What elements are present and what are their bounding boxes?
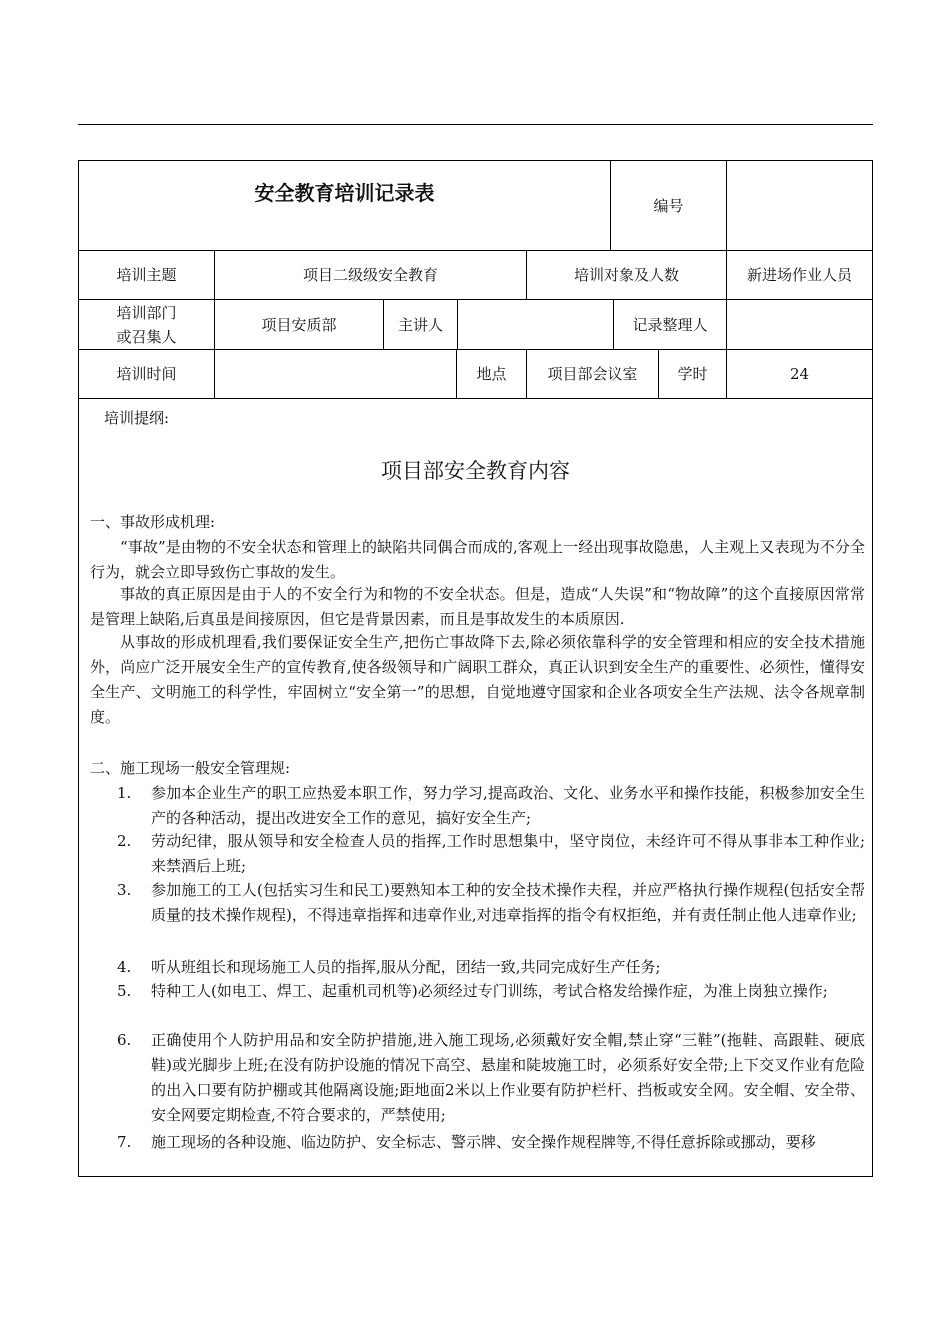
list-item-number: 1. (117, 784, 132, 802)
list-item-text: 参加本企业生产的职工应热爱本职工作，努力学习,提高政治、文化、业务水平和操作技能，积极参加安全生产的各种活动，提出改进安全工作的意见，搞好安全生产; (151, 784, 865, 827)
department-value[interactable]: 项目安质部 (215, 300, 384, 349)
section1-title: 一、事故形成机理: (90, 513, 216, 531)
speaker-value[interactable] (458, 300, 614, 349)
list-item-number: 3. (117, 881, 132, 899)
department-label-line2: 或召集人 (116, 327, 177, 346)
list-item-number: 6. (117, 1031, 132, 1049)
list-item (117, 979, 865, 1004)
list-item-text: 施工现场的各种设施、临边防护、安全标志、警示牌、安全操作规程牌等,不得任意拆除或挪动，要移 (151, 1133, 816, 1151)
department-label (79, 300, 215, 349)
number-label: 编号 (611, 161, 727, 250)
title-row (79, 161, 872, 251)
list-item-text: 听从班组长和现场施工人员的指挥,服从分配，团结一致,共同完成好生产任务; (151, 958, 661, 976)
audience-value[interactable]: 新进场作业人员 (746, 266, 852, 284)
list-item-number: 4. (117, 958, 132, 976)
recorder-label: 记录整理人 (614, 300, 727, 349)
form-title: 安全教育培训记录表 (79, 161, 611, 250)
list-item (117, 781, 865, 831)
hours-label: 学时 (659, 350, 727, 398)
time-row (79, 350, 872, 399)
time-value[interactable] (215, 350, 457, 398)
outline-label: 培训提纲: (104, 409, 170, 427)
section1-paragraph: 从事故的形成机理看,我们要保证安全生产,把伤亡事故降下去,除必须依靠科学的安全管理和相应的安全技术措施外，尚应广泛开展安全生产的宣传教育,使各级领导和广阔职工群众，真正认识到安全生产的重要性、必须性，懂得安全生产、文明施工的科学性，牢固树立“安全第一”的思想，自觉地遵守国家和企业各项安全生产法规、法令各规章制度。 (90, 633, 865, 726)
audience-label: 培训对象及人数 (527, 251, 727, 299)
list-item-text: 正确使用个人防护用品和安全防护措施,进入施工现场,必须戴好安全帽,禁止穿“三鞋”(拖鞋、高跟鞋、硬底鞋)或光脚步上班;在没有防护设施的情况下高空、悬崖和陡坡施工时，必须系好安全带;上下交叉作业有危险的出入口要有防护棚或其他隔离设施;距地面2米以上作业要有防护栏杆、挡板或安全网。安全帽、安全带、安全网要定期检查,不符合要求的，严禁使用; (151, 1031, 865, 1124)
list-item-text: 劳动纪律，服从领导和安全检查人员的指挥,工作时思想集中，坚守岗位，未经许可不得从事非本工种作业;来禁酒后上班; (151, 832, 865, 875)
list-item-number: 7. (117, 1133, 132, 1151)
training-record-form (78, 160, 873, 1177)
list-item-text: 参加施工的工人(包括实习生和民工)要熟知本工种的安全技术操作夫程，并应严格执行操作规程(包括安全帮质量的技术操作规程)，不得违章指挥和违章作业,对违章指挥的指令有权拒绝，并有责任制止他人违章作业; (151, 881, 865, 924)
list-item (117, 1028, 865, 1128)
number-value[interactable] (727, 161, 872, 250)
list-item (117, 1130, 865, 1155)
header-rule (78, 124, 873, 125)
list-item-number: 2. (117, 832, 132, 850)
section1-paragraph: “事故”是由物的不安全状态和管理上的缺陷共同偶合而成的,客观上一经出现事故隐患，人主观上又表现为不分全行为，就会立即导致伤亡事故的发生。 (90, 538, 865, 581)
time-label: 培训时间 (79, 350, 215, 398)
hours-value[interactable]: 24 (789, 365, 810, 383)
department-row (79, 300, 872, 350)
place-value[interactable]: 项目部会议室 (527, 350, 659, 398)
recorder-value[interactable] (727, 300, 872, 349)
list-item (117, 878, 865, 928)
content-title: 项目部安全教育内容 (381, 459, 570, 483)
list-item (117, 829, 865, 879)
section2-title: 二、施工现场一般安全管理规: (90, 759, 291, 777)
department-label-line1: 培训部门 (116, 303, 177, 322)
place-label: 地点 (457, 350, 527, 398)
topic-label: 培训主题 (79, 251, 215, 299)
section1-paragraph: 事故的真正原因是由于人的不安全行为和物的不安全状态。但是，造成“人失误”和“物故障”的这个直接原因常常是管理上缺陷,后真虽是间接原因，但它是背景因素，而且是事故发生的本质原因. (90, 585, 865, 628)
outline-body (79, 399, 872, 1176)
topic-row (79, 251, 872, 300)
list-item-text: 特种工人(如电工、焊工、起重机司机等)必须经过专门训练，考试合格发给操作症，为准上岗独立操作; (151, 982, 828, 1000)
list-item-number: 5. (117, 982, 132, 1000)
topic-value[interactable]: 项目二级级安全教育 (215, 251, 527, 299)
speaker-label: 主讲人 (384, 300, 458, 349)
list-item (117, 955, 865, 980)
